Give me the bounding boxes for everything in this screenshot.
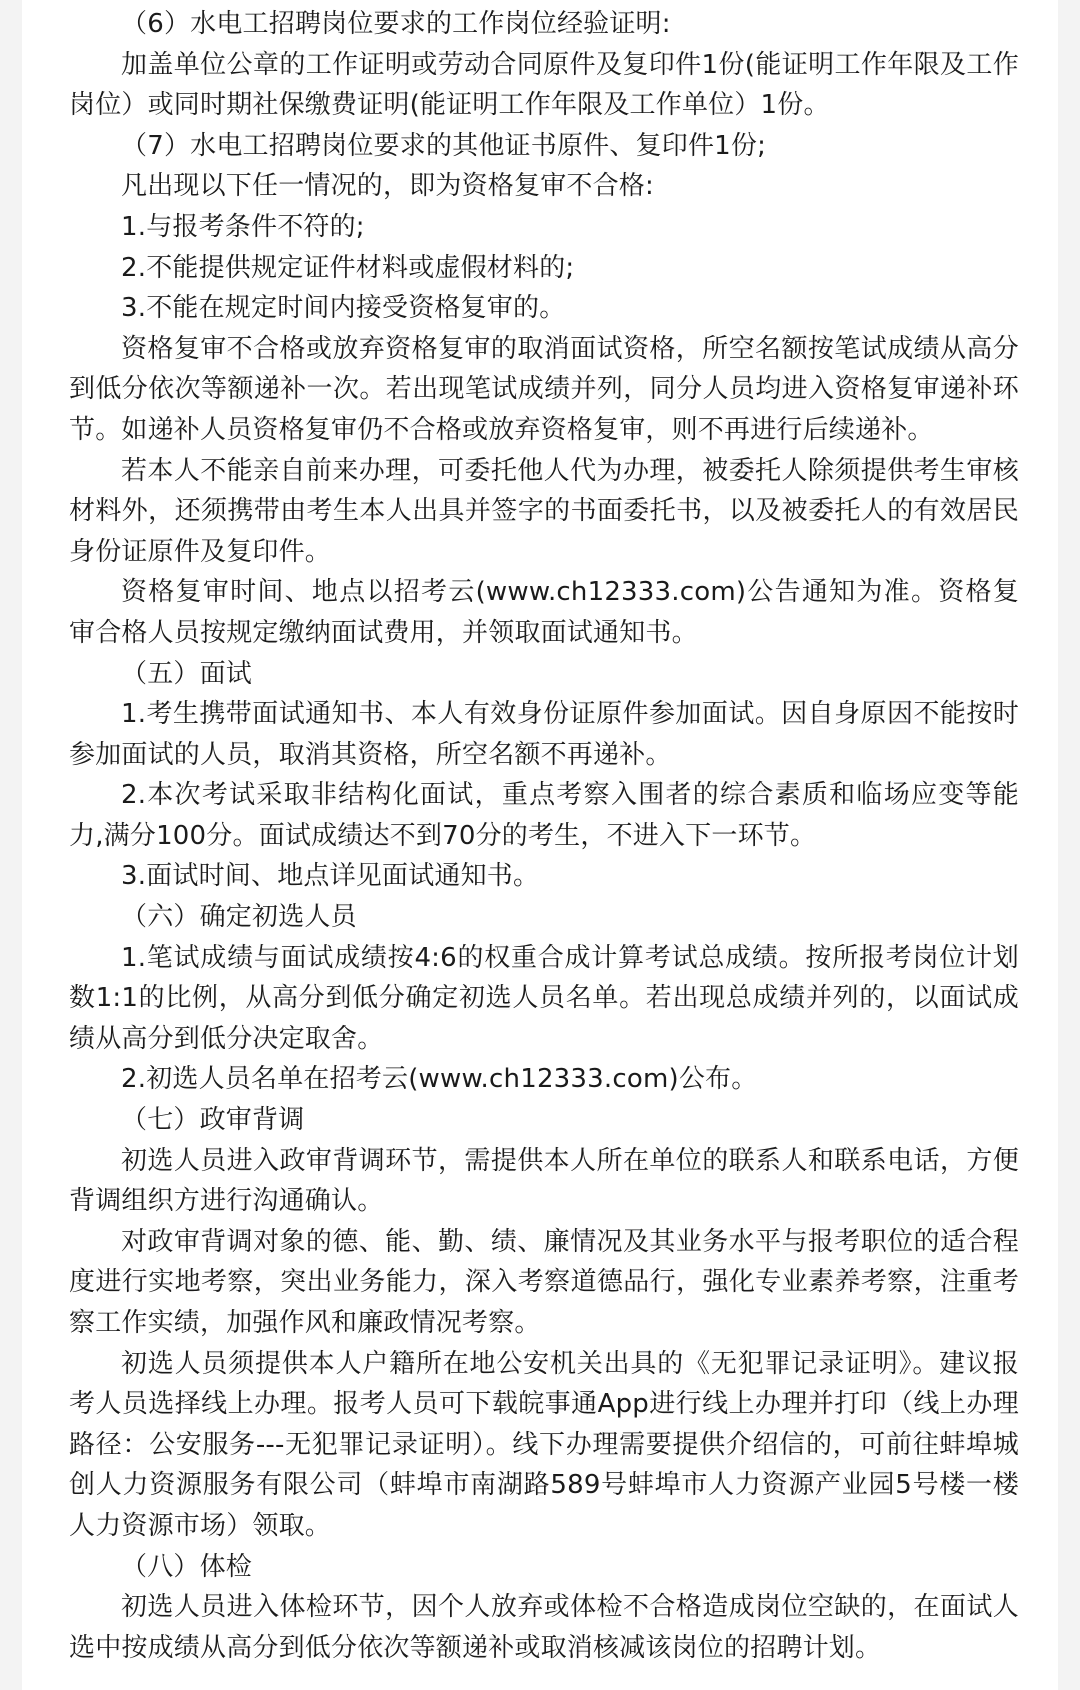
document-page (22, 0, 1058, 1690)
proxy-paragraph: 若本人不能亲自前来办理，可委托他人代为办理，被委托人除须提供考生审核材料外，还须携带由考生本人出具并签字的书面委托书，以及被委托人的有效居民身份证原件及复印件。 (69, 455, 1019, 567)
item-7-heading: （7）水电工招聘岗位要求的其他证书原件、复印件1份; (121, 130, 767, 161)
section-7-heading: （七）政审背调 (121, 1105, 305, 1136)
disqualification-item-2: 2.不能提供规定证件材料或虚假材料的; (121, 252, 575, 283)
selection-item-1: 1.笔试成绩与面试成绩按4:6的权重合成计算考试总成绩。按所报考岗位计划数1:1的比例，从高分到低分确定初选人员名单。若出现总成绩并列的，以面试成绩从高分到低分决定取舍。 (69, 942, 1019, 1054)
interview-item-1: 1.考生携带面试通知书、本人有效身份证原件参加面试。因自身原因不能按时参加面试的人员，取消其资格，所空名额不再递补。 (69, 699, 1019, 770)
background-check-paragraph-2: 对政审背调对象的德、能、勤、绩、廉情况及其业务水平与报考职位的适合程度进行实地考察，突出业务能力，深入考察道德品行，强化专业素养考察，注重考察工作实绩，加强作风和廉政情况考察。 (69, 1226, 1019, 1338)
disqualification-item-1: 1.与报考条件不符的; (121, 211, 365, 242)
supplement-paragraph: 资格复审不合格或放弃资格复审的取消面试资格，所空名额按笔试成绩从高分到低分依次等额递补一次。若出现笔试成绩并列，同分人员均进入资格复审递补环节。如递补人员资格复审仍不合格或放弃资格复审，则不再进行后续递补。 (69, 333, 1019, 445)
interview-item-2: 2.本次考试采取非结构化面试，重点考察入围者的综合素质和临场应变等能力,满分100分。面试成绩达不到70分的考生，不进入下一环节。 (69, 780, 1019, 851)
physical-exam-paragraph: 初选人员进入体检环节，因个人放弃或体检不合格造成岗位空缺的，在面试人选中按成绩从高分到低分依次等额递补或取消核减该岗位的招聘计划。 (69, 1592, 1019, 1663)
section-8-heading: （八）体检 (121, 1551, 253, 1582)
background-check-paragraph-1: 初选人员进入政审背调环节，需提供本人所在单位的联系人和联系电话，方便背调组织方进行沟通确认。 (69, 1145, 1019, 1217)
document-body (69, 4, 1019, 1668)
disqualification-item-3: 3.不能在规定时间内接受资格复审的。 (121, 293, 566, 324)
item-6-heading: （6）水电工招聘岗位要求的工作岗位经验证明: (121, 9, 671, 39)
section-6-heading: （六）确定初选人员 (121, 902, 357, 933)
disqualification-intro: 凡出现以下任一情况的，即为资格复审不合格: (121, 171, 654, 202)
background-check-paragraph-3: 初选人员须提供本人户籍所在地公安机关出具的《无犯罪记录证明》。建议报考人员选择线上办理。报考人员可下载皖事通App进行线上办理并打印（线上办理路径：公安服务---无犯罪记录证明）。线下办理需要提供介绍信的，可前往蚌埠城创人力资源服务有限公司（蚌埠市南湖路589号蚌埠市人力资源产业园5号楼一楼人力资源市场）领取。 (69, 1348, 1019, 1541)
interview-item-3: 3.面试时间、地点详见面试通知书。 (121, 861, 540, 892)
section-5-heading: （五）面试 (121, 658, 253, 689)
item-6-detail: 加盖单位公章的工作证明或劳动合同原件及复印件1份(能证明工作年限及工作岗位）或同时期社保缴费证明(能证明工作年限及工作单位）1份。 (69, 49, 1019, 121)
selection-item-2: 2.初选人员名单在招考云(www.ch12333.com)公布。 (121, 1064, 758, 1095)
review-time-paragraph: 资格复审时间、地点以招考云(www.ch12333.com)公告通知为准。资格复审合格人员按规定缴纳面试费用，并领取面试通知书。 (69, 577, 1019, 648)
